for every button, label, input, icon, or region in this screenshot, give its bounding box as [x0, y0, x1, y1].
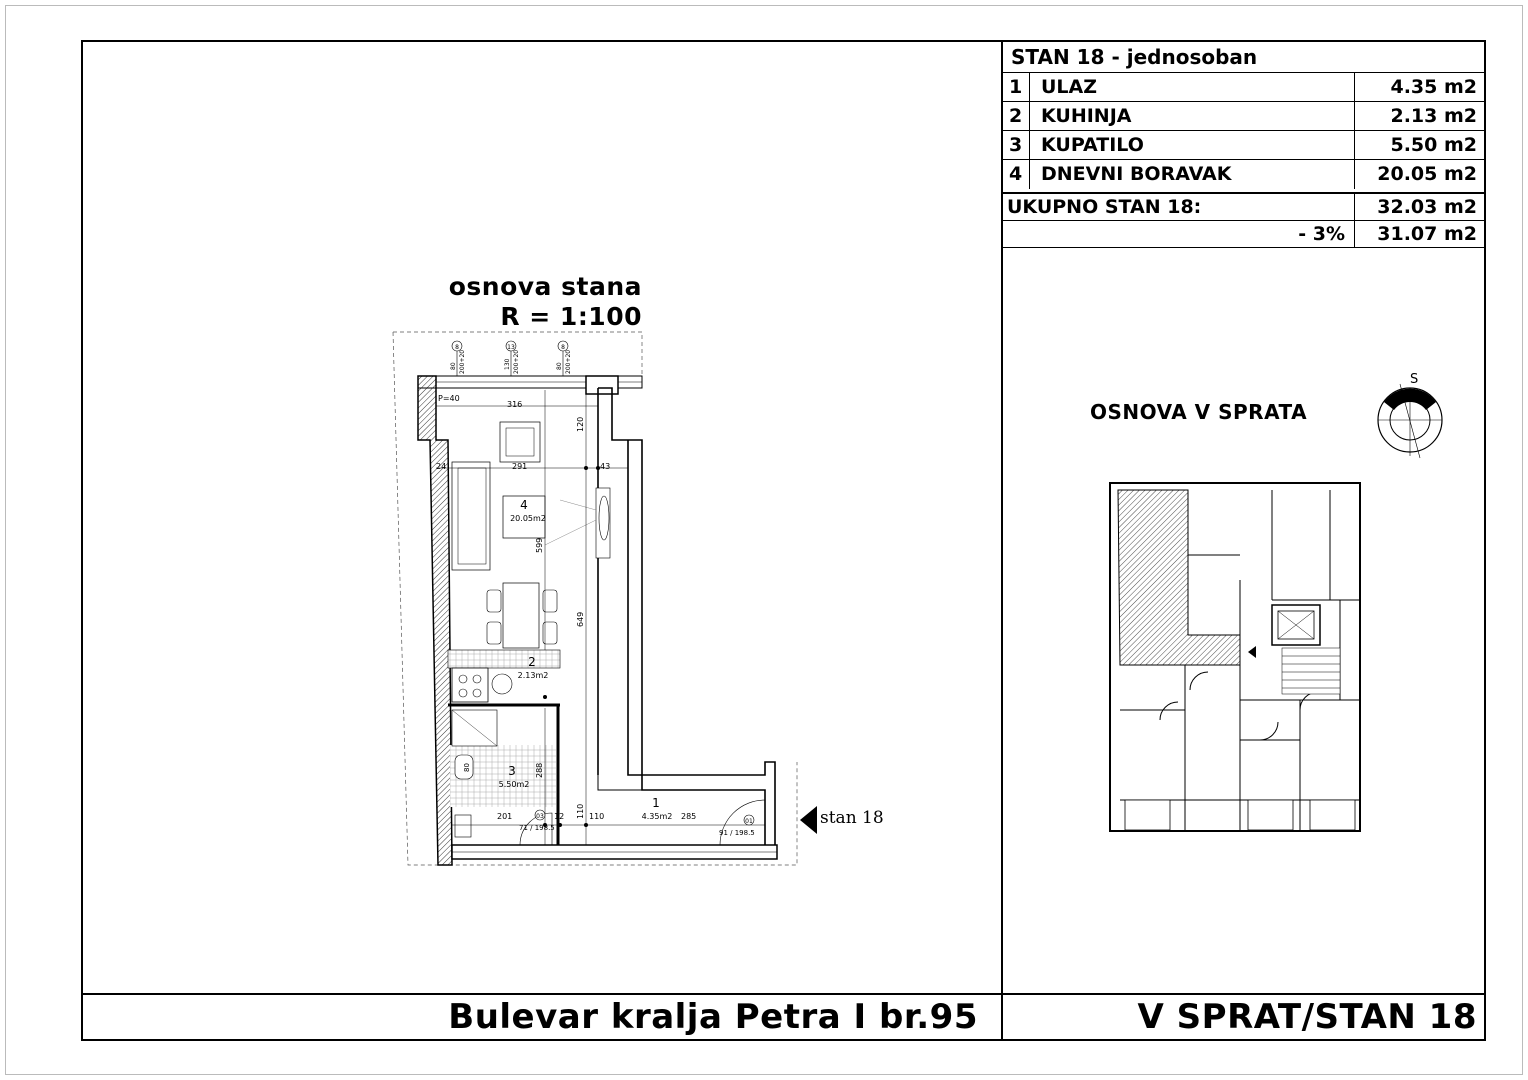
table-row [1003, 72, 1485, 102]
shower-size: 80 [463, 763, 471, 772]
dimension-label: 649 [576, 611, 585, 627]
building-floor-plan [1105, 478, 1365, 838]
room-area: 20.05 m2 [1377, 163, 1477, 185]
apartment-floor-plan [380, 325, 820, 885]
table-row [1003, 130, 1485, 160]
room-number: 1 [1009, 76, 1023, 98]
room-number-3: 3 [508, 764, 516, 778]
room-number-4: 4 [520, 498, 528, 512]
reduced-area: 31.07 m2 [1377, 223, 1477, 245]
room-area-3: 5.50m2 [498, 780, 530, 789]
entrance-arrow-icon [800, 806, 817, 834]
vertical-divider [1001, 40, 1003, 1040]
table-header: STAN 18 - jednosoban [1011, 45, 1258, 69]
door-tag: 03 [536, 813, 544, 820]
window-width: 80 [556, 362, 563, 370]
address-title: Bulevar kralja Petra I br.95 [448, 997, 978, 1037]
room-name: DNEVNI BORAVAK [1041, 163, 1232, 185]
window-width: 130 [504, 358, 511, 370]
dimension-label: 120 [576, 416, 585, 432]
door-size: 71 / 198.5 [519, 824, 555, 832]
dimension-label: P=40 [438, 394, 460, 403]
plan-title [380, 272, 642, 332]
window-height: 200+20 [513, 349, 520, 374]
dimension-label: 12 [554, 812, 565, 821]
room-area: 2.13 m2 [1390, 105, 1477, 127]
plan-title-line1: osnova stana [448, 272, 642, 301]
room-name: KUPATILO [1041, 134, 1144, 156]
table-row [1003, 159, 1485, 189]
window-width: 80 [450, 362, 457, 370]
entrance-label: stan 18 [820, 808, 884, 828]
table-row [1003, 101, 1485, 131]
dimension-label: 24 [436, 462, 447, 471]
window-height: 200+20 [565, 349, 572, 374]
north-compass-icon [1370, 380, 1450, 460]
door-size: 91 / 198.5 [719, 829, 755, 837]
room-area-4: 20.05m2 [510, 514, 546, 523]
window-height: 200+20 [459, 349, 466, 374]
plan-scale: R = 1:100 [500, 302, 642, 331]
dimension-label: 43 [600, 462, 611, 471]
dimension-label: 291 [512, 462, 528, 471]
total-area: 32.03 m2 [1377, 196, 1477, 218]
room-number: 2 [1009, 105, 1023, 127]
room-name: KUHINJA [1041, 105, 1132, 127]
sheet-title: V SPRAT/STAN 18 [1137, 997, 1477, 1037]
horizontal-divider [81, 993, 1486, 995]
room-number: 4 [1009, 163, 1023, 185]
room-area: 4.35 m2 [1390, 76, 1477, 98]
room-number-2: 2 [528, 655, 536, 669]
room-area-2: 2.13m2 [517, 671, 549, 680]
dimension-label: 599 [535, 537, 544, 553]
dimension-label: 110 [576, 803, 585, 819]
dimension-label: 316 [507, 400, 523, 409]
reduction-label: - 3% [1298, 223, 1345, 245]
north-label: S [1410, 372, 1419, 387]
dimension-label: 288 [535, 762, 544, 778]
total-row [1003, 192, 1485, 221]
window-tag: 8 [455, 344, 459, 351]
room-number-1: 1 [652, 796, 660, 810]
reduced-row [1003, 220, 1485, 248]
total-label: UKUPNO STAN 18: [1007, 196, 1202, 218]
door-tag: 01 [745, 818, 753, 825]
dimension-label: 285 [681, 812, 697, 821]
dimension-label: 201 [497, 812, 513, 821]
room-name: ULAZ [1041, 76, 1098, 98]
dimension-label: 110 [589, 812, 605, 821]
window-tag: 13 [507, 344, 515, 351]
room-area-1: 4.35m2 [641, 812, 673, 821]
room-number: 3 [1009, 134, 1023, 156]
window-tag: 8 [561, 344, 565, 351]
floor-plan-title: OSNOVA V SPRATA [1090, 400, 1308, 424]
room-area: 5.50 m2 [1390, 134, 1477, 156]
